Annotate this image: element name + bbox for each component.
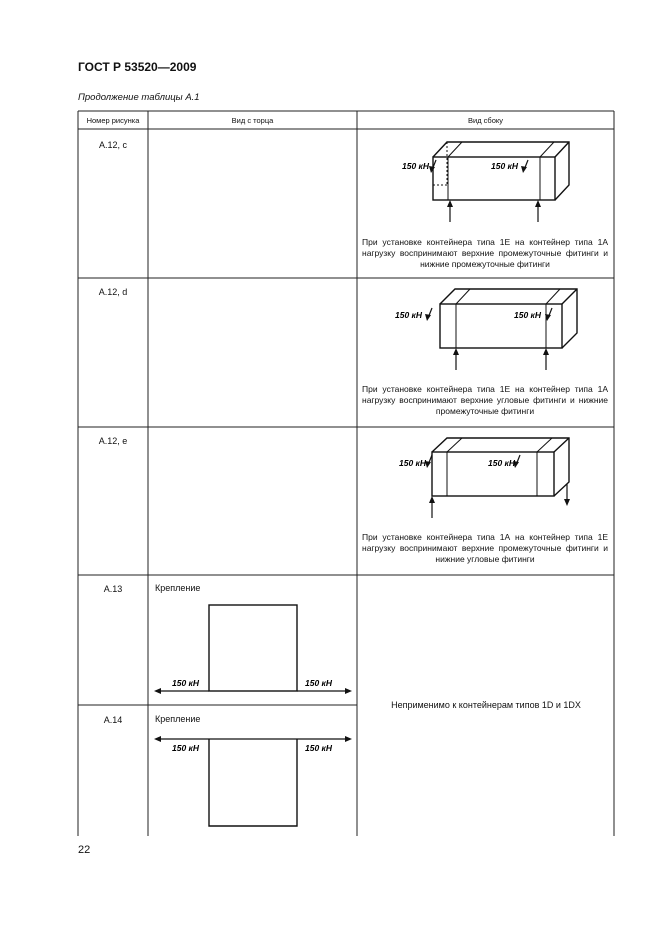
figure-number: А.14 [103,715,123,725]
end-view-label: Крепление [155,583,201,593]
not-applicable-note: Неприменимо к контейнерам типов 1D и 1DX [391,700,581,710]
force-label: 150 кН [172,678,199,688]
document-title: ГОСТ Р 53520—2009 [78,60,197,74]
figure-number: А.13 [103,584,123,594]
end-view-label: Крепление [155,714,201,724]
column-header-end-view: Вид с торца [231,116,274,125]
table-continuation-caption: Продолжение таблицы А.1 [78,92,200,103]
column-header-side-view: Вид сбоку [468,116,503,125]
force-label: 150 кН [402,161,429,171]
force-label: 150 кН [491,161,518,171]
force-label: 150 кН [488,458,515,468]
figure-number: А.12, с [98,140,127,150]
side-view-note: При установке контейнера типа 1E на контейнер типа 1А нагрузку воспринимают верхние угловые фитинги и нижние промежуточные фитинги [362,384,608,416]
force-label: 150 кН [305,743,332,753]
side-view-note: При установке контейнера типа 1E на контейнер типа 1А нагрузку воспринимают верхние промежуточные фитинги и нижние промежуточные фитинги [362,237,608,269]
figure-number: А.12, е [98,436,128,446]
force-label: 150 кН [395,310,422,320]
side-view-note: При установке контейнера типа 1А на контейнер типа 1E нагрузку воспринимают верхние промежуточные фитинги и нижние угловые фитинги [362,532,608,564]
force-label: 150 кН [399,458,426,468]
page-number: 22 [78,844,91,856]
figure-number: А.12, d [98,287,128,297]
force-label: 150 кН [305,678,332,688]
column-header-figure-number: Номер рисунка [86,116,140,125]
force-label: 150 кН [514,310,541,320]
force-label: 150 кН [172,743,199,753]
